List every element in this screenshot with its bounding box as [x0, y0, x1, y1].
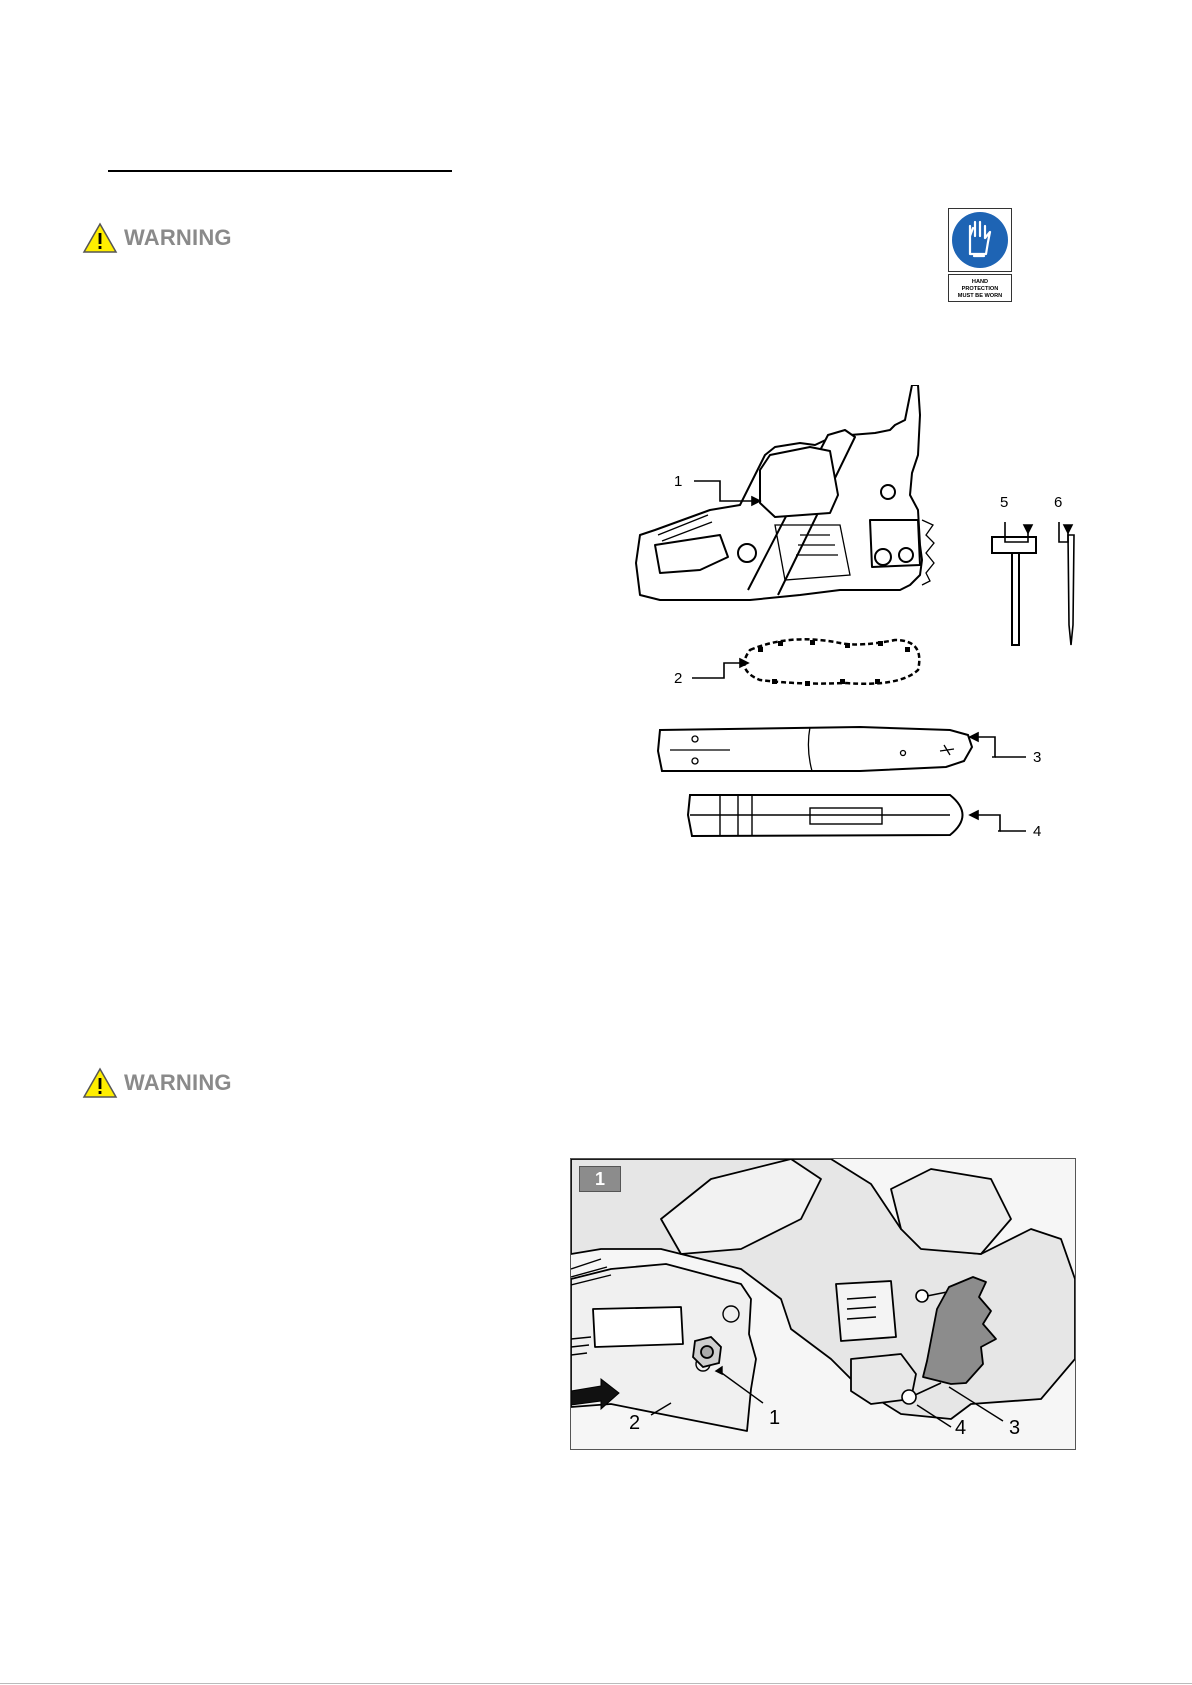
callout-5: 5: [1000, 494, 1009, 511]
parts-figure: [600, 385, 1100, 875]
file-illustration: [1068, 535, 1074, 645]
assembly-callout-4: 4: [955, 1417, 967, 1439]
sign-text-line2: PROTECTION: [961, 286, 999, 292]
warning-label-2: [82, 1067, 232, 1099]
assembly-callout-1: 1: [769, 1407, 781, 1429]
figure-number-badge: 1: [579, 1166, 621, 1192]
page-bottom-rule: [0, 1683, 1192, 1684]
warning-triangle-icon: [82, 1067, 118, 1099]
assembly-callout-3: 3: [1009, 1417, 1021, 1439]
sign-text-line1: HAND: [971, 279, 989, 285]
warning-text: WARNING: [124, 1070, 232, 1095]
warning-text: WARNING: [124, 225, 232, 250]
callout-3: 3: [1033, 749, 1042, 766]
warning-label: [82, 222, 232, 254]
callout-1: 1: [674, 473, 683, 490]
callout-4: 4: [1033, 823, 1042, 840]
guide-bar-illustration: [658, 727, 972, 771]
assembly-figure-drawing: [571, 1159, 1075, 1449]
hand-protection-sign: [948, 208, 1012, 302]
sign-text-line3: MUST BE WORN: [957, 293, 1003, 299]
warning-triangle-icon: [82, 222, 118, 254]
combination-wrench-illustration: [992, 537, 1036, 645]
assembly-callout-2: 2: [629, 1412, 641, 1434]
callout-6: 6: [1054, 494, 1063, 511]
callout-2: 2: [674, 670, 683, 687]
section-title-underline: [108, 170, 452, 172]
saw-chain-illustration: [744, 639, 919, 683]
